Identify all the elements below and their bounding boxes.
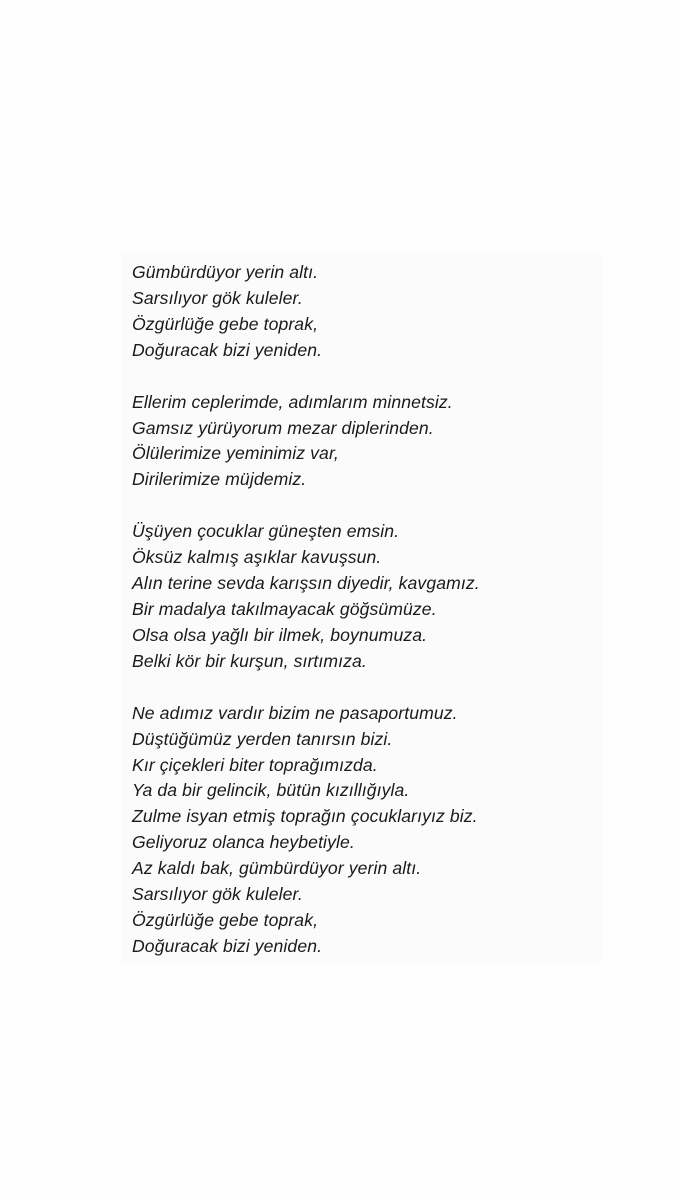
poem-line: Ya da bir gelincik, bütün kızıllığıyla. xyxy=(132,780,410,801)
poem-line: Alın terine sevda karışsın diyedir, kavgamız. xyxy=(132,573,480,594)
poem-line: Geliyoruz olanca heybetiyle. xyxy=(132,832,355,853)
poem-line: Özgürlüğe gebe toprak, xyxy=(132,313,319,334)
poem-line: Ölülerimize yeminimiz var, xyxy=(132,443,339,464)
poem-text xyxy=(132,260,592,986)
poem-line: Sarsılıyor gök kuleler. xyxy=(132,884,303,905)
poem-line: Gamsız yürüyorum mezar diplerinden. xyxy=(132,417,434,438)
poem-line: Kır çiçekleri biter toprağımızda. xyxy=(132,754,378,775)
poem-line: Öksüz kalmış aşıklar kavuşsun. xyxy=(132,547,382,568)
stanza-4 xyxy=(132,701,592,960)
poem-line: Zulme isyan etmiş toprağın çocuklarıyız biz. xyxy=(132,806,478,827)
poem-line: Ne adımız vardır bizim ne pasaportumuz. xyxy=(132,702,458,723)
poem-line: Sarsılıyor gök kuleler. xyxy=(132,287,303,308)
poem-line: Doğuracak bizi yeniden. xyxy=(132,935,323,956)
stanza-2 xyxy=(132,390,592,494)
poem-line: Bir madalya takılmayacak göğsümüze. xyxy=(132,598,437,619)
poem-line: Gümbürdüyor yerin altı. xyxy=(132,262,319,282)
poem-line: Üşüyen çocuklar güneşten emsin. xyxy=(132,521,400,542)
poem-line: Belki kör bir kurşun, sırtımıza. xyxy=(132,650,367,671)
poem-line: Düştüğümüz yerden tanırsın bizi. xyxy=(132,728,393,749)
poem-line: Özgürlüğe gebe toprak, xyxy=(132,909,319,930)
poem-line: Az kaldı bak, gümbürdüyor yerin altı. xyxy=(132,858,422,879)
poem-line: Dirilerimize müjdemiz. xyxy=(132,469,307,490)
poem-line: Ellerim ceplerimde, adımlarım minnetsiz. xyxy=(132,391,453,412)
stanza-1 xyxy=(132,260,592,364)
poem-line: Olsa olsa yağlı bir ilmek, boynumuza. xyxy=(132,624,428,645)
stanza-3 xyxy=(132,519,592,674)
poem-line: Doğuracak bizi yeniden. xyxy=(132,339,323,360)
